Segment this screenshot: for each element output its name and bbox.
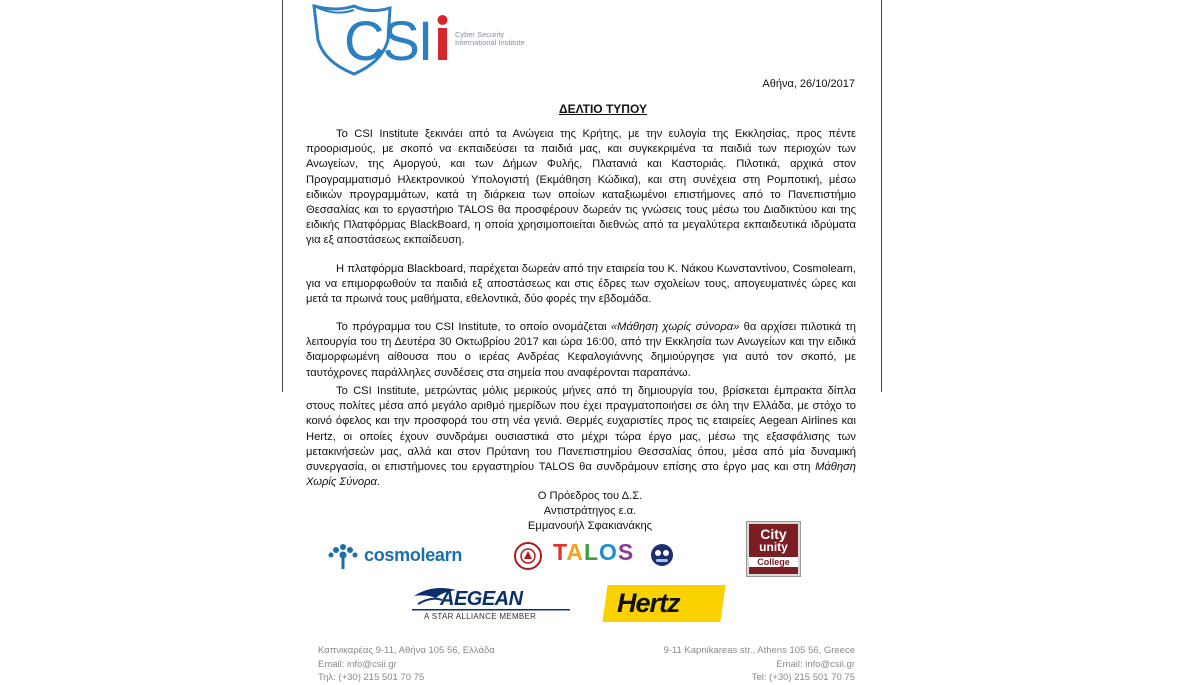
city-logo-line-3: College <box>749 557 798 567</box>
program-name: «Μάθηση χωρίς σύνορα» <box>610 321 740 333</box>
talos-logo-text: TALOS <box>553 539 635 565</box>
aegean-tagline: A STAR ALLIANCE MEMBER <box>424 612 537 621</box>
talos-mascot-icon <box>648 541 676 569</box>
footer-english-address: 9-11 Kapnikareas str., Athens 105 56, Greece <box>663 645 855 656</box>
signature-title: Ο Πρόεδρος του Δ.Σ. <box>537 490 643 502</box>
signature-block <box>440 489 740 535</box>
footer-english-phone: Tel: (+30) 215 501 70 75 <box>751 672 855 683</box>
footer-greek <box>318 644 495 685</box>
aegean-logo-text: AEGEAN <box>440 588 523 610</box>
page-border-left <box>282 0 283 392</box>
svg-text:CSI: CSI <box>344 9 432 72</box>
paragraph-1: Το CSI Institute ξεκινάει από τα Ανώγεια της Κρήτης, με την ευλογία της Εκκλησίας, προς πέντε προορισμούς, με σκοπό να εκπαιδεύσει τα παιδιά μας, και συγκεκριμένα τα παιδιά των περιοχών των Ανωγείων, της Αμοργού, και των Δήμων Φυλής, Πλατανιά και Καστοριάς. Πιλοτικά, αρχικά στον Προγραμματισμό Ηλεκτρονικού Υπολογιστή (Εκμάθηση Κώδικα), και στη συνέχεια στη Ρομποτική, μέσω ειδικών προγραμμάτων, κατά τη διάρκεια των οποίων καταξιωμένοι επιστήμονες από το Πανεπιστήμιο Θεσσαλίας και το εργαστήριο TALOS θα προσφέρουν δωρεάν τις γνώσεις τους μέσω του Διαδικτύου και της ειδικής Πλατφόρμας BlackBoard, η οποία χρησιμοποιείται διεθνώς από τα μεγαλύτερα εκπαιδευτικά ιδρύματα για εξ αποστάσεως εκπαίδευση. <box>306 128 856 247</box>
paragraph-3-text-a: Το πρόγραμμα του CSI Institute, το οποίο ονομάζεται <box>336 321 611 333</box>
city-logo-line-1: City <box>760 526 787 542</box>
paragraph-4-text-a: Το CSI Institute, μετρώντας μόλις μερικούς μήνες από τη δημιουργία του, βρίσκεται έμπρακτα δίπλα στους πολίτες μέσα από μεγάλο αριθμό ημερίδων που έχει πραγματοποιήσει σε όλη την Ελλάδα, με στόχο το κοινό όφελος και την προσφορά του στη νέα γενιά. Θερμές ευχαριστίες προς τις εταιρείες Aegean Airlines και Hertz, οι οποίες έχουν συνδράμει ουσιαστικά στο μέχρι τώρα έργο μας, μέσω της εξασφάλισης των μετακινήσεών μας, αλλά και στον Πρύτανη του Πανεπιστημίου Θεσσαλίας όπου, μέσα από μία δυναμική συνεργασία, οι επιστήμονες του εργαστηρίου TALOS θα συνδράμουν επίσης στο έργο μας και στη <box>306 385 856 474</box>
footer-greek-email: Email: info@csii.gr <box>318 658 397 670</box>
document-date: Αθήνα, 26/10/2017 <box>762 78 855 90</box>
document-title: ΔΕΛΤΙΟ ΤΥΠΟΥ <box>559 102 647 116</box>
footer-greek-address: Καπνικαρέας 9-11, Αθήνα 105 56, Ελλάδα <box>318 645 495 656</box>
footer-greek-phone: Τηλ: (+30) 215 501 70 75 <box>318 672 425 683</box>
page-border-right <box>881 0 882 392</box>
signature-rank: Αντιστράτηγος ε.α. <box>543 505 637 518</box>
university-seal-icon <box>512 541 544 571</box>
footer-english-email: Email: info@csii.gr <box>776 658 855 670</box>
footer-english <box>663 644 855 685</box>
city-logo-line-2: unity <box>759 540 788 554</box>
paragraph-3-text-b: θα αρχίσει πιλοτικά τη λειτουργία του τη Δευτέρα 30 Οκτωβρίου 2017 και ώρα 16:00, από την Εκκλησία των Ανωγείων και την ειδικά διαμορφωμένη αίθουσα που ο ιερέας Ανδρέας Κεφαλογιάννης δημιούργησε για αυτό τον σκοπό, με ταυτόχρονες παράλληλες συνδέσεις στα σημεία που αναφέρονται παραπάνω. <box>306 321 856 379</box>
paragraph-3 <box>306 320 856 381</box>
paragraph-4-text-b: . <box>376 476 380 489</box>
paragraph-4 <box>306 384 856 490</box>
hertz-logo-text: Hertz <box>617 588 680 618</box>
cosmolearn-logo-text: cosmolearn <box>364 545 463 565</box>
city-unity-college-logo <box>747 522 800 576</box>
paragraph-2: Η πλατφόρμα Blackboard, παρέχεται δωρεάν από την εταιρεία του Κ. Νάκου Κωνσταντίνου, Cosmolearn, για να επιμορφωθούν τα παιδιά εξ αποστάσεως και στις έδρες των σχολείων τους, απογευματινές ώρες και μετά τα πρωινά τους μαθήματα, εθελοντικά, δύο φορές την εβδομάδα. <box>306 263 856 306</box>
logo-tagline: Cyber Security International Institute <box>455 30 525 47</box>
program-name-2: Μάθηση Χωρίς Σύνορα <box>306 461 856 489</box>
signature-name: Εμμανουήλ Σφακιανάκης <box>527 520 653 533</box>
